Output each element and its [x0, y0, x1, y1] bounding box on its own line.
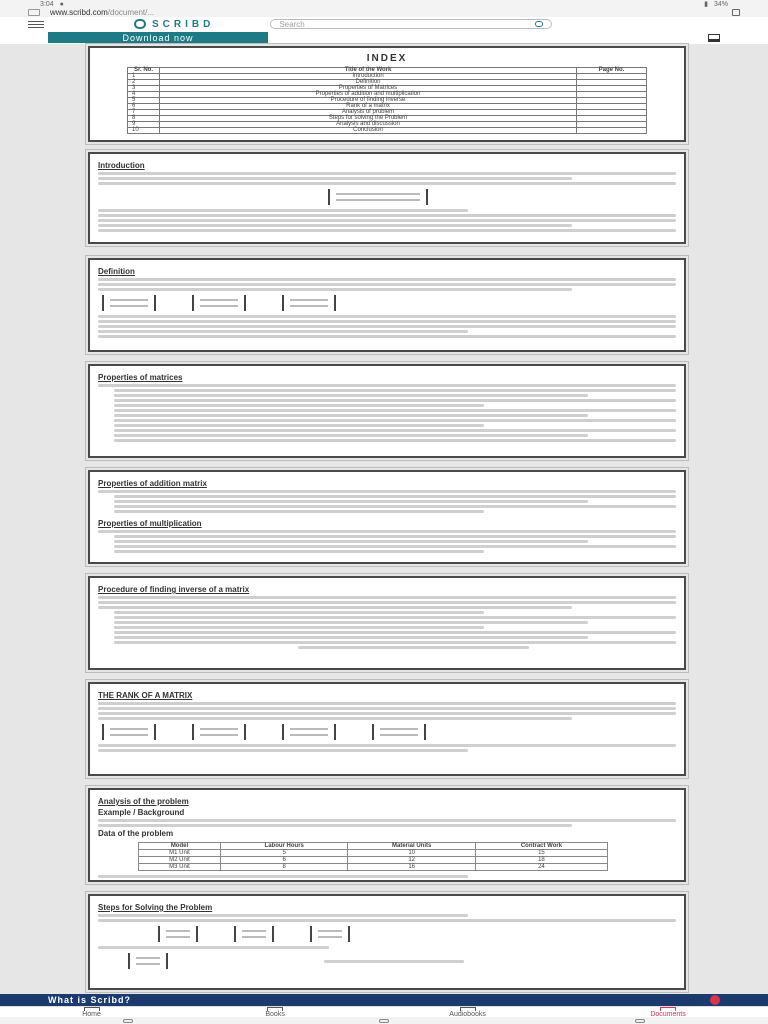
- text-line: [98, 214, 676, 217]
- document-page-8: [88, 788, 686, 882]
- index-num: 5: [128, 98, 160, 104]
- back-icon[interactable]: [635, 1019, 645, 1023]
- index-title-cell: Analysis and discussion: [160, 122, 577, 128]
- index-num: 10: [128, 128, 160, 134]
- document-page-index: [88, 46, 686, 142]
- download-now-button[interactable]: Download now: [48, 32, 268, 43]
- index-num: 6: [128, 104, 160, 110]
- text-line: [114, 399, 676, 402]
- index-col-sr: Sr. No.: [128, 68, 160, 74]
- page-heading: Definition: [98, 267, 135, 276]
- nav-label: Documents: [650, 1010, 686, 1018]
- nav-home[interactable]: [82, 1007, 101, 1018]
- text-line: [114, 636, 588, 639]
- page-heading: THE RANK OF A MATRIX: [98, 691, 193, 700]
- status-right: [704, 0, 728, 8]
- text-line: [98, 601, 676, 604]
- page-subheading: Example / Background: [98, 808, 185, 817]
- logo-text: SCRIBD: [152, 18, 215, 30]
- site-header: [0, 17, 768, 31]
- index-title-cell: Procedure of finding inverse: [160, 98, 577, 104]
- text-line: [114, 626, 484, 629]
- text-line: [114, 550, 484, 553]
- text-line: [114, 414, 588, 417]
- search-icon[interactable]: [535, 21, 543, 27]
- table-cell: 12: [348, 857, 475, 864]
- index-num: 4: [128, 92, 160, 98]
- table-cell: 15: [475, 850, 607, 857]
- matrix-figure: [282, 724, 336, 740]
- text-line: [114, 500, 588, 503]
- tabs-icon[interactable]: [732, 9, 740, 16]
- text-line: [98, 182, 676, 185]
- text-line: [114, 389, 676, 392]
- home-icon[interactable]: [28, 9, 40, 16]
- text-line: [98, 712, 676, 715]
- document-viewer[interactable]: [0, 44, 768, 994]
- download-row: [0, 31, 768, 44]
- text-line: [114, 631, 676, 634]
- nav-books[interactable]: [265, 1007, 284, 1018]
- index-col-title: Title of the Work: [160, 68, 577, 74]
- text-line: [114, 510, 484, 513]
- document-page-4: [88, 364, 686, 458]
- text-line: [114, 404, 484, 407]
- text-line: [114, 394, 588, 397]
- table-cell: 16: [348, 864, 475, 871]
- document-page-9: [88, 894, 686, 990]
- page-heading: Properties of multiplication: [98, 519, 202, 528]
- text-line: [98, 530, 676, 533]
- index-title-cell: Properties of addition and multiplication: [160, 92, 577, 98]
- text-line: [98, 315, 676, 318]
- text-line: [98, 320, 676, 323]
- index-title-cell: Introduction: [160, 74, 577, 80]
- column-header: Contract Work: [475, 843, 607, 850]
- text-line: [98, 875, 468, 878]
- table-cell: M2 Unit: [139, 857, 221, 864]
- matrix-figure: [234, 926, 274, 942]
- page-heading: Procedure of finding inverse of a matrix: [98, 585, 250, 594]
- battery-level: 34%: [713, 0, 728, 8]
- table-cell: 24: [475, 864, 607, 871]
- text-line: [98, 606, 572, 609]
- text-line: [98, 229, 676, 232]
- system-nav-bar: [0, 1017, 768, 1024]
- matrix-figure: [372, 724, 426, 740]
- text-line: [98, 172, 676, 175]
- matrix-figure: [158, 926, 198, 942]
- text-line: [114, 611, 484, 614]
- index-page-cell: [577, 128, 647, 134]
- text-line: [114, 434, 588, 437]
- text-line: [114, 535, 676, 538]
- table-cell: 8: [220, 864, 347, 871]
- home-button-icon[interactable]: [379, 1019, 389, 1023]
- text-line: [98, 384, 676, 387]
- text-line: [98, 335, 676, 338]
- page-heading: Analysis of the problem: [98, 797, 189, 806]
- text-line: [114, 429, 676, 432]
- matrix-row: [158, 926, 676, 942]
- scribd-logo-mark-icon: [134, 19, 146, 29]
- matrix-figure: [102, 295, 156, 311]
- text-line: [114, 424, 484, 427]
- search-placeholder: Search: [279, 19, 305, 29]
- index-num: 9: [128, 122, 160, 128]
- page-heading: Introduction: [98, 161, 145, 170]
- nav-label: Home: [82, 1010, 101, 1018]
- text-line: [98, 278, 676, 281]
- text-line: [98, 283, 676, 286]
- text-line: [98, 325, 676, 328]
- text-line: [114, 419, 676, 422]
- page-heading: Properties of matrices: [98, 373, 183, 382]
- column-header: Labour Hours: [220, 843, 347, 850]
- column-header: Model: [139, 843, 221, 850]
- table-header-row: [139, 843, 608, 850]
- document-page-5: [88, 470, 686, 564]
- text-line: [98, 219, 676, 222]
- status-bar: [0, 0, 768, 8]
- signal-icon: ▮: [704, 1, 708, 8]
- text-line: [98, 919, 676, 922]
- text-line: [98, 824, 572, 827]
- matrix-row: [102, 295, 676, 311]
- document-page-7: [88, 682, 686, 776]
- index-num: 2: [128, 80, 160, 86]
- index-col-page: Page No.: [577, 68, 647, 74]
- table-cell: M3 Unit: [139, 864, 221, 871]
- hamburger-menu-icon[interactable]: [28, 21, 44, 28]
- bottom-nav: [0, 1006, 768, 1017]
- page-heading: Properties of addition matrix: [98, 479, 207, 488]
- text-line: [114, 495, 676, 498]
- document-page-3: [88, 258, 686, 352]
- recent-apps-icon[interactable]: [123, 1019, 133, 1023]
- matrix-row: [328, 189, 676, 205]
- text-line: [324, 960, 464, 963]
- text-line: [114, 641, 676, 644]
- matrix-figure: [328, 189, 428, 205]
- matrix-row: [128, 953, 676, 969]
- matrix-figure: [128, 953, 168, 969]
- index-title-cell: Conclusion: [160, 128, 577, 134]
- index-table: [127, 67, 647, 134]
- browser-url-bar[interactable]: [0, 8, 768, 17]
- notification-icon: ●: [59, 0, 64, 8]
- text-line: [114, 621, 588, 624]
- index-num: 8: [128, 116, 160, 122]
- search-input[interactable]: [270, 19, 552, 29]
- text-line: [114, 616, 676, 619]
- text-line: [298, 646, 529, 649]
- text-line: [98, 914, 468, 917]
- document-page-6: [88, 576, 686, 670]
- text-line: [114, 505, 676, 508]
- page-heading: Steps for Solving the Problem: [98, 903, 213, 912]
- index-title-cell: Analysis of problem: [160, 110, 577, 116]
- text-line: [98, 490, 676, 493]
- what-is-scribd-banner[interactable]: [0, 994, 768, 1006]
- nav-label: Audiobooks: [449, 1010, 486, 1018]
- text-line: [114, 439, 676, 442]
- close-icon[interactable]: [710, 995, 720, 1005]
- table-cell: 6: [220, 857, 347, 864]
- text-line: [98, 288, 572, 291]
- text-line: [98, 819, 676, 822]
- page-subheading: Data of the problem: [98, 829, 174, 838]
- matrix-figure: [282, 295, 336, 311]
- bookmark-icon[interactable]: [708, 34, 720, 42]
- nav-audiobooks[interactable]: [449, 1007, 486, 1018]
- column-header: Material Units: [348, 843, 475, 850]
- status-left: [40, 1, 64, 8]
- text-line: [114, 409, 676, 412]
- matrix-row: [102, 724, 676, 740]
- text-line: [98, 330, 468, 333]
- index-num: 7: [128, 110, 160, 116]
- document-page-2: [88, 152, 686, 244]
- index-num: 3: [128, 86, 160, 92]
- text-line: [98, 177, 572, 180]
- nav-label: Books: [265, 1010, 285, 1018]
- text-line: [98, 707, 676, 710]
- text-line: [114, 540, 588, 543]
- table-cell: M1 Unit: [139, 850, 221, 857]
- table-cell: 10: [348, 850, 475, 857]
- text-line: [98, 702, 676, 705]
- matrix-figure: [192, 295, 246, 311]
- table-row: [128, 128, 647, 134]
- data-table: [138, 842, 608, 871]
- text-line: [98, 946, 329, 949]
- text-line: [98, 596, 676, 599]
- nav-documents[interactable]: [650, 1007, 685, 1018]
- matrix-figure: [192, 724, 246, 740]
- table-cell: 5: [220, 850, 347, 857]
- matrix-figure: [102, 724, 156, 740]
- index-title-cell: Properties of Matrices: [160, 86, 577, 92]
- index-title-cell: Rank of a matrix: [160, 104, 577, 110]
- table-row: [139, 864, 608, 871]
- table-row: [139, 850, 608, 857]
- scribd-logo[interactable]: [134, 19, 214, 30]
- text-line: [98, 224, 572, 227]
- text-line: [98, 717, 572, 720]
- table-cell: 18: [475, 857, 607, 864]
- index-num: 1: [128, 74, 160, 80]
- text-line: [98, 744, 676, 747]
- table-row: [139, 857, 608, 864]
- text-line: [98, 209, 468, 212]
- url-path: /document/...: [107, 8, 155, 17]
- status-time: 3:04: [40, 0, 54, 8]
- index-title: INDEX: [366, 53, 408, 64]
- index-title-cell: Steps for solving the Problem: [160, 116, 577, 122]
- banner-text: What is Scribd?: [48, 995, 132, 1005]
- text-line: [114, 545, 676, 548]
- index-title-cell: Definition: [160, 80, 577, 86]
- text-line: [98, 749, 468, 752]
- url-host: www.scribd.com: [50, 8, 108, 17]
- matrix-figure: [310, 926, 350, 942]
